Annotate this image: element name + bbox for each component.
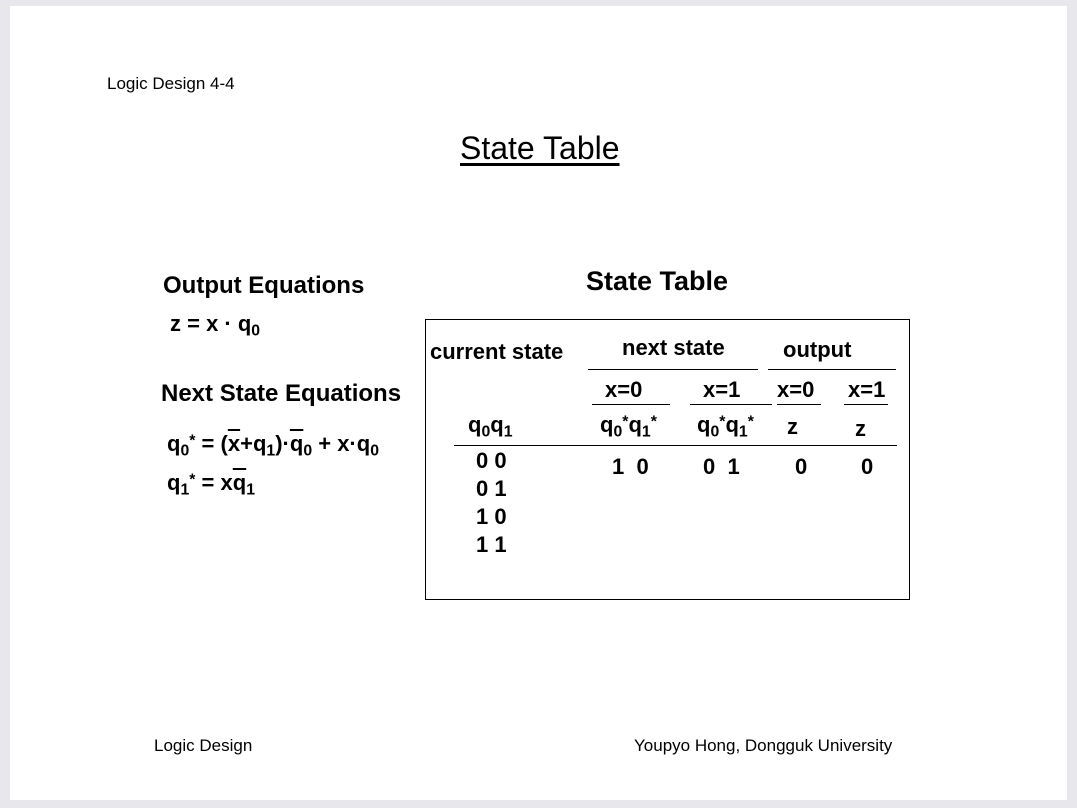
row0-next-x0: 1 0 [612, 454, 649, 479]
output-equations-heading: Output Equations [163, 272, 365, 299]
next-state-equations-heading: Next State Equations [161, 380, 402, 407]
output-underline [768, 369, 896, 370]
out-x1-z: z [855, 416, 866, 441]
next-x1-label: x=1 [703, 377, 741, 402]
current-state-row: 1 1 [476, 532, 507, 557]
out-x1-label: x=1 [848, 377, 886, 402]
col-next-state: next state [622, 335, 725, 360]
row0-out-x1: 0 [861, 454, 874, 479]
footer-right: Youpyo Hong, Dongguk University [634, 736, 893, 755]
out-x0-underline [777, 404, 821, 405]
next-x0-variables: $q_0^*q_1^*$ [600, 412, 657, 441]
q1-next-equation: $q_1^* = x\overline{q}_1$ [167, 470, 256, 499]
q0-next-equation: $q_0^* = (\overline{x}+q_1)\cdot\overline{q}_0 + x\cdot q_0$ [167, 431, 380, 460]
course-label: Logic Design 4-4 [107, 74, 235, 93]
col-output: output [783, 337, 852, 362]
current-state-row: 1 0 [476, 504, 507, 529]
out-x0-label: x=0 [777, 377, 815, 402]
z-equation: $z = x \cdot q_0$ [170, 311, 261, 340]
row0-out-x0: 0 [795, 454, 808, 479]
out-x1-underline [844, 404, 888, 405]
next-state-underline [588, 369, 758, 370]
state-table-heading: State Table [586, 266, 729, 296]
current-state-variables: $q_0q_1$ [468, 412, 513, 441]
next-x1-underline [690, 404, 772, 405]
next-x1-variables: $q_0^*q_1^*$ [697, 412, 754, 441]
out-x0-z: z [787, 414, 798, 439]
next-x0-underline [592, 404, 670, 405]
slide [10, 6, 1067, 800]
current-state-row: 0 1 [476, 476, 507, 501]
header-separator [454, 445, 897, 446]
next-x0-label: x=0 [605, 377, 643, 402]
current-states-list [476, 447, 507, 559]
col-current-state: current state [430, 339, 564, 364]
slide-title: State Table [460, 130, 620, 166]
current-state-row: 0 0 [476, 448, 507, 473]
row0-next-x1: 0 1 [703, 454, 740, 479]
footer-left: Logic Design [154, 736, 253, 755]
